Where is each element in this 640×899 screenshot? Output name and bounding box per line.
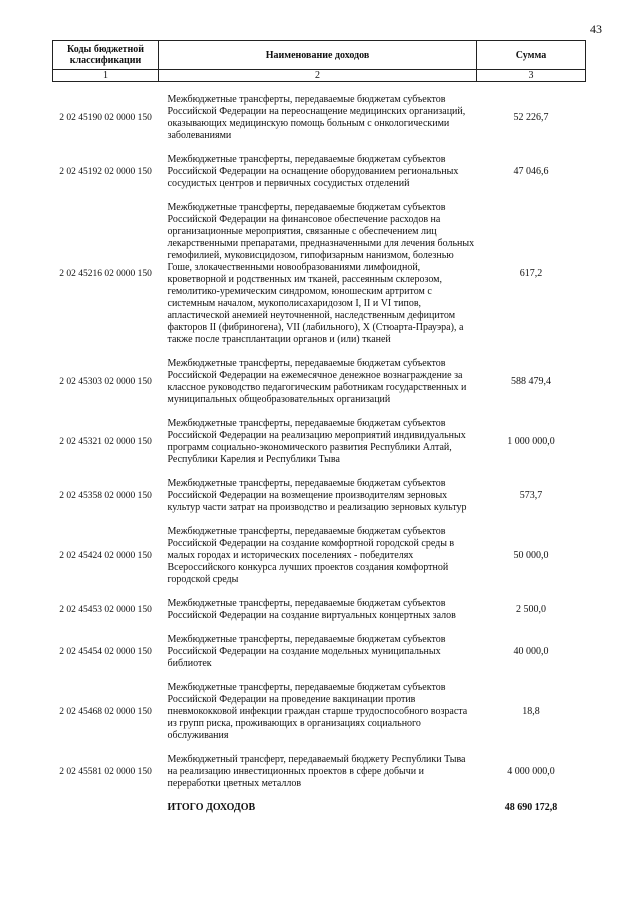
budget-code: 2 02 45581 02 0000 150 — [59, 767, 152, 777]
budget-code: 2 02 45321 02 0000 150 — [59, 437, 152, 447]
income-amount: 52 226,7 — [513, 112, 549, 123]
table-row — [53, 676, 586, 748]
income-amount: 2 500,0 — [516, 604, 546, 615]
column-number: 1 — [53, 70, 159, 82]
column-number-row — [53, 70, 586, 82]
budget-code: 2 02 45424 02 0000 150 — [59, 551, 152, 561]
header-name: Наименование доходов — [159, 41, 477, 70]
total-label: ИТОГО ДОХОДОВ — [167, 802, 256, 813]
income-table — [52, 40, 586, 819]
total-amount: 48 690 172,8 — [504, 802, 558, 813]
table-row — [53, 196, 586, 352]
income-name: Межбюджетные трансферты, передаваемые бюджетам субъектов Российской Федерации на создание виртуальных концертных залов — [167, 598, 456, 621]
column-number: 2 — [159, 70, 477, 82]
budget-code: 2 02 45192 02 0000 150 — [59, 167, 152, 177]
table-row — [53, 748, 586, 796]
income-name: Межбюджетные трансферты, передаваемые бюджетам субъектов Российской Федерации на переоснащение медицинских организаций, оказывающих медицинскую помощь больным с онкологическими заболеваниями — [167, 94, 466, 141]
income-name: Межбюджетные трансферты, передаваемые бюджетам субъектов Российской Федерации на создание комфортной городской среды в малых городах и исторических поселениях - победителях Всероссийского конкурса лучших проектов создания комфортной городской среды — [167, 526, 455, 585]
income-amount: 617,2 — [519, 268, 543, 279]
budget-code: 2 02 45303 02 0000 150 — [59, 377, 152, 387]
table-row — [53, 628, 586, 676]
total-row — [53, 796, 586, 819]
header-code: Коды бюджетной классификации — [53, 41, 159, 70]
column-number: 3 — [477, 70, 586, 82]
table-row — [53, 412, 586, 472]
budget-code: 2 02 45216 02 0000 150 — [59, 269, 152, 279]
table-header-row — [53, 41, 586, 70]
budget-code: 2 02 45454 02 0000 150 — [59, 647, 152, 657]
budget-code: 2 02 45358 02 0000 150 — [59, 491, 152, 501]
income-name: Межбюджетные трансферты, передаваемые бюджетам субъектов Российской Федерации на возмещение производителям зерновых культур части затрат на производство и реализацию зерновых культур — [167, 478, 467, 513]
income-name: Межбюджетные трансферты, передаваемые бюджетам субъектов Российской Федерации на ежемесячное денежное вознаграждение за классное руководство педагогическим работникам государственных и муниципальных общеобразовательных организаций — [167, 358, 467, 405]
table-row — [53, 472, 586, 520]
table-body — [53, 82, 586, 797]
income-name: Межбюджетные трансферты, передаваемые бюджетам субъектов Российской Федерации на проведение вакцинации против пневмококковой инфекции граждан старше трудоспособного возраста из групп риска, проживающих в организациях социального обслуживания — [167, 682, 468, 741]
budget-code: 2 02 45190 02 0000 150 — [59, 113, 152, 123]
budget-code: 2 02 45468 02 0000 150 — [59, 707, 152, 717]
income-amount: 40 000,0 — [513, 646, 549, 657]
income-amount: 50 000,0 — [513, 550, 549, 561]
income-amount: 573,7 — [519, 490, 543, 501]
budget-code: 2 02 45453 02 0000 150 — [59, 605, 152, 615]
income-amount: 1 000 000,0 — [507, 436, 555, 447]
income-name: Межбюджетные трансферты, передаваемые бюджетам субъектов Российской Федерации на создание модельных муниципальных библиотек — [167, 634, 446, 669]
table-row — [53, 352, 586, 412]
table-row — [53, 520, 586, 592]
income-amount: 47 046,6 — [513, 166, 549, 177]
income-amount: 18,8 — [522, 706, 540, 717]
table-row — [53, 88, 586, 148]
table-row — [53, 592, 586, 628]
income-name: Межбюджетные трансферты, передаваемые бюджетам субъектов Российской Федерации на финансовое обеспечение расходов на организационные мероприятия, связанные с обеспечением лиц лекарственными препаратами, предназначенными для лечения больных гемофилией, муковисцидозом, гипофизарным нанизмом, болезнью Гоше, злокачественными новообразованиями лимфоидной, кроветворной и родственных им тканей, рассеянным склерозом, гемолитико-уремическим синдромом, юношеским артритом с системным началом, мукополисахаридозом I, II и VI типов, апластической анемией неуточненной, наследственным дефицитом факторов II (фибриногена), VII (лабильного), X (Стюарта-Прауэра), а также после трансплантации органов и (или) тканей — [167, 202, 475, 345]
income-name: Межбюджетные трансферты, передаваемые бюджетам субъектов Российской Федерации на реализацию мероприятий индивидуальных программ социально-экономического развития Республики Алтай, Республики Карелия и Республики Тыва — [167, 418, 466, 465]
income-name: Межбюджетный трансферт, передаваемый бюджету Республики Тыва на реализацию инвестиционных проектов в сфере добычи и переработки цветных металлов — [167, 754, 466, 789]
table-row — [53, 148, 586, 196]
page-number: 43 — [590, 22, 602, 36]
income-amount: 588 479,4 — [511, 376, 551, 387]
income-name: Межбюджетные трансферты, передаваемые бюджетам субъектов Российской Федерации на оснащение оборудованием региональных сосудистых центров и первичных сосудистых отделений — [167, 154, 459, 189]
income-amount: 4 000 000,0 — [507, 766, 555, 777]
header-amount: Сумма — [477, 41, 586, 70]
